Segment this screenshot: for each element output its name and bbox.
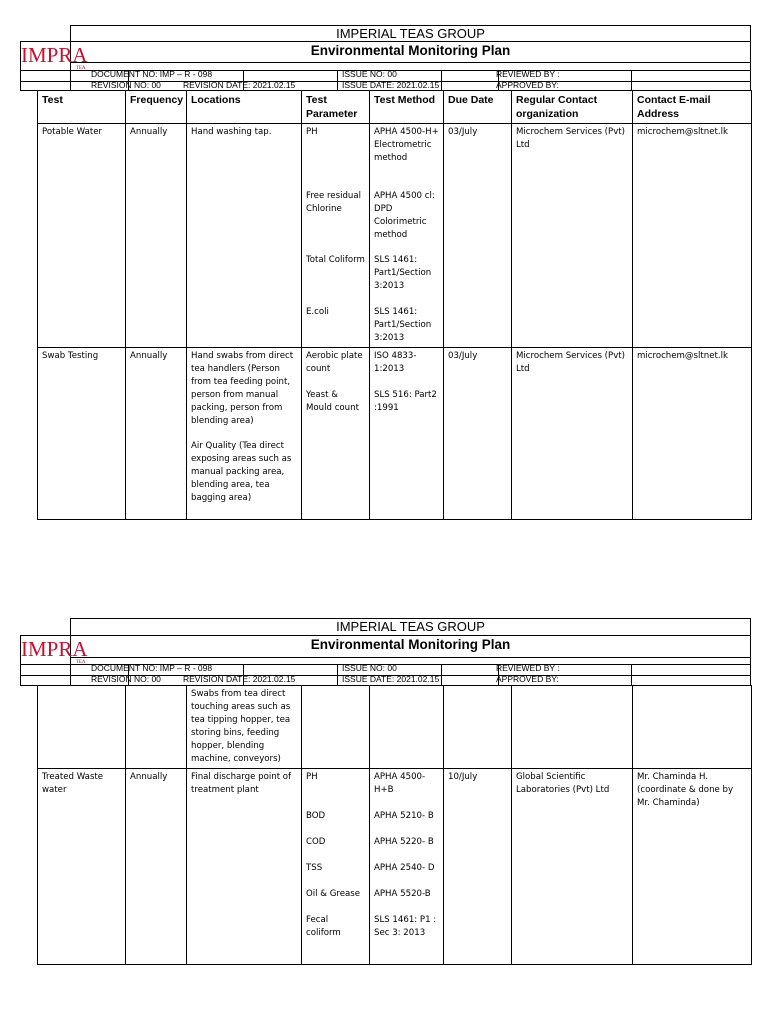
table-row-continuation [38, 686, 752, 769]
due-date-cell: 03/July [444, 348, 512, 520]
col-header: Test Method [370, 91, 444, 124]
method: APHA 2540- D [374, 863, 435, 873]
parameter: Fecal coliform [306, 915, 341, 938]
locations-cell: Final discharge point of treatment plant [187, 769, 302, 965]
parameters-cell [302, 124, 370, 348]
col-header: Contact E-mail Address [633, 91, 752, 124]
method: APHA 4500-H+ Electrometric method [374, 127, 439, 163]
parameter: TSS [306, 863, 323, 873]
parameter: Total Coliform [306, 255, 365, 265]
col-header: Test [38, 91, 126, 124]
revision-no: REVISION NO: 00 [91, 674, 161, 684]
page-1 [21, 25, 750, 515]
method: APHA 4500 cl: DPD Colorimetric method [374, 191, 435, 240]
col-header: Regular Contact organization [512, 91, 633, 124]
parameter: BOD [306, 811, 326, 821]
parameters-cell [302, 348, 370, 520]
parameter: E.coli [306, 307, 329, 317]
parameter: COD [306, 837, 326, 847]
logo-subtext: TEA [75, 660, 86, 665]
location: Hand swabs from direct tea handlers (Person from tea feeding point, person from manual packing, person from blending area) [191, 351, 294, 426]
table-header-row [38, 91, 752, 124]
method: APHA 4500-H+B [374, 772, 426, 795]
organization-cell: Microchem Services (Pvt) Ltd [512, 124, 633, 348]
issue-no: ISSUE NO: 00 [342, 69, 397, 79]
revision-no: REVISION NO: 00 [91, 80, 161, 90]
approved-by: APPROVED BY: [496, 80, 559, 90]
due-date-cell: 10/July [444, 769, 512, 965]
col-header: Due Date [444, 91, 512, 124]
locations-cell: Swabs from tea direct touching areas such as tea tipping hopper, tea storing bins, feeding hopper, blending machine, conveyors) [187, 686, 302, 769]
methods-cell [370, 124, 444, 348]
col-header: Frequency [126, 91, 187, 124]
method: APHA 5210- B [374, 811, 434, 821]
col-header: Locations [187, 91, 302, 124]
issue-date: ISSUE DATE: 2021.02.15 [342, 80, 440, 90]
due-date-cell: 03/July [444, 124, 512, 348]
logo-subtext: TEA [75, 66, 86, 71]
logo-text: IMPRA [21, 637, 88, 661]
test-cell: Treated Waste water [38, 769, 126, 965]
revision-date: REVISION DATE: 2021.02.15 [183, 674, 296, 684]
plan-title: Environmental Monitoring Plan [310, 637, 511, 652]
parameter: PH [306, 772, 318, 782]
parameter: Free residual Chlorine [306, 191, 362, 214]
parameter: PH [306, 127, 318, 137]
approved-by: APPROVED BY: [496, 674, 559, 684]
frequency-cell: Annually [126, 124, 187, 348]
location: Air Quality (Tea direct exposing areas such as manual packing area, blending area, tea bagging area) [191, 441, 292, 503]
monitoring-table-page-1 [37, 90, 752, 520]
revision-date: REVISION DATE: 2021.02.15 [183, 80, 296, 90]
monitoring-table-page-2 [37, 685, 752, 965]
company-name: IMPERIAL TEAS GROUP [336, 26, 485, 41]
frequency-cell: Annually [126, 348, 187, 520]
document-no: DOCUMENT NO: IMP – R - 098 [91, 69, 213, 79]
issue-date: ISSUE DATE: 2021.02.15 [342, 674, 440, 684]
methods-cell [370, 348, 444, 520]
reviewed-by: REVIEWED BY : [496, 663, 560, 673]
frequency-cell: Annually [126, 769, 187, 965]
method: SLS 1461: Part1/Section 3:2013 [374, 255, 432, 291]
methods-cell [370, 769, 444, 965]
company-name: IMPERIAL TEAS GROUP [336, 619, 485, 634]
page-2 [21, 618, 750, 963]
email-cell: microchem@sltnet.lk [633, 124, 752, 348]
locations-cell: Hand washing tap. [187, 124, 302, 348]
plan-title: Environmental Monitoring Plan [310, 43, 511, 58]
method: ISO 4833-1:2013 [374, 351, 417, 374]
reviewed-by: REVIEWED BY : [496, 69, 560, 79]
method: SLS 516: Part2 :1991 [374, 390, 437, 413]
email-cell: microchem@sltnet.lk [633, 348, 752, 520]
test-cell: Potable Water [38, 124, 126, 348]
method: APHA 5520-B [374, 889, 431, 899]
parameter: Oil & Grease [306, 889, 361, 899]
table-row [38, 769, 752, 965]
table-row [38, 124, 752, 348]
email-cell: Mr. Chaminda H. (coordinate & done by Mr. Chaminda) [633, 769, 752, 965]
logo-text: IMPRA [21, 43, 88, 67]
method: SLS 1461: P1 : Sec 3: 2013 [374, 915, 437, 938]
parameter: Aerobic plate count [306, 351, 363, 374]
test-cell: Swab Testing [38, 348, 126, 520]
table-row [38, 348, 752, 520]
method: APHA 5220- B [374, 837, 434, 847]
method: SLS 1461: Part1/Section 3:2013 [374, 307, 432, 343]
document-no: DOCUMENT NO: IMP – R - 098 [91, 663, 213, 673]
organization-cell: Microchem Services (Pvt) Ltd [512, 348, 633, 520]
issue-no: ISSUE NO: 00 [342, 663, 397, 673]
locations-cell [187, 348, 302, 520]
parameters-cell [302, 769, 370, 965]
parameter: Yeast & Mould count [306, 390, 359, 413]
organization-cell: Global Scientific Laboratories (Pvt) Ltd [512, 769, 633, 965]
col-header: Test Parameter [302, 91, 370, 124]
